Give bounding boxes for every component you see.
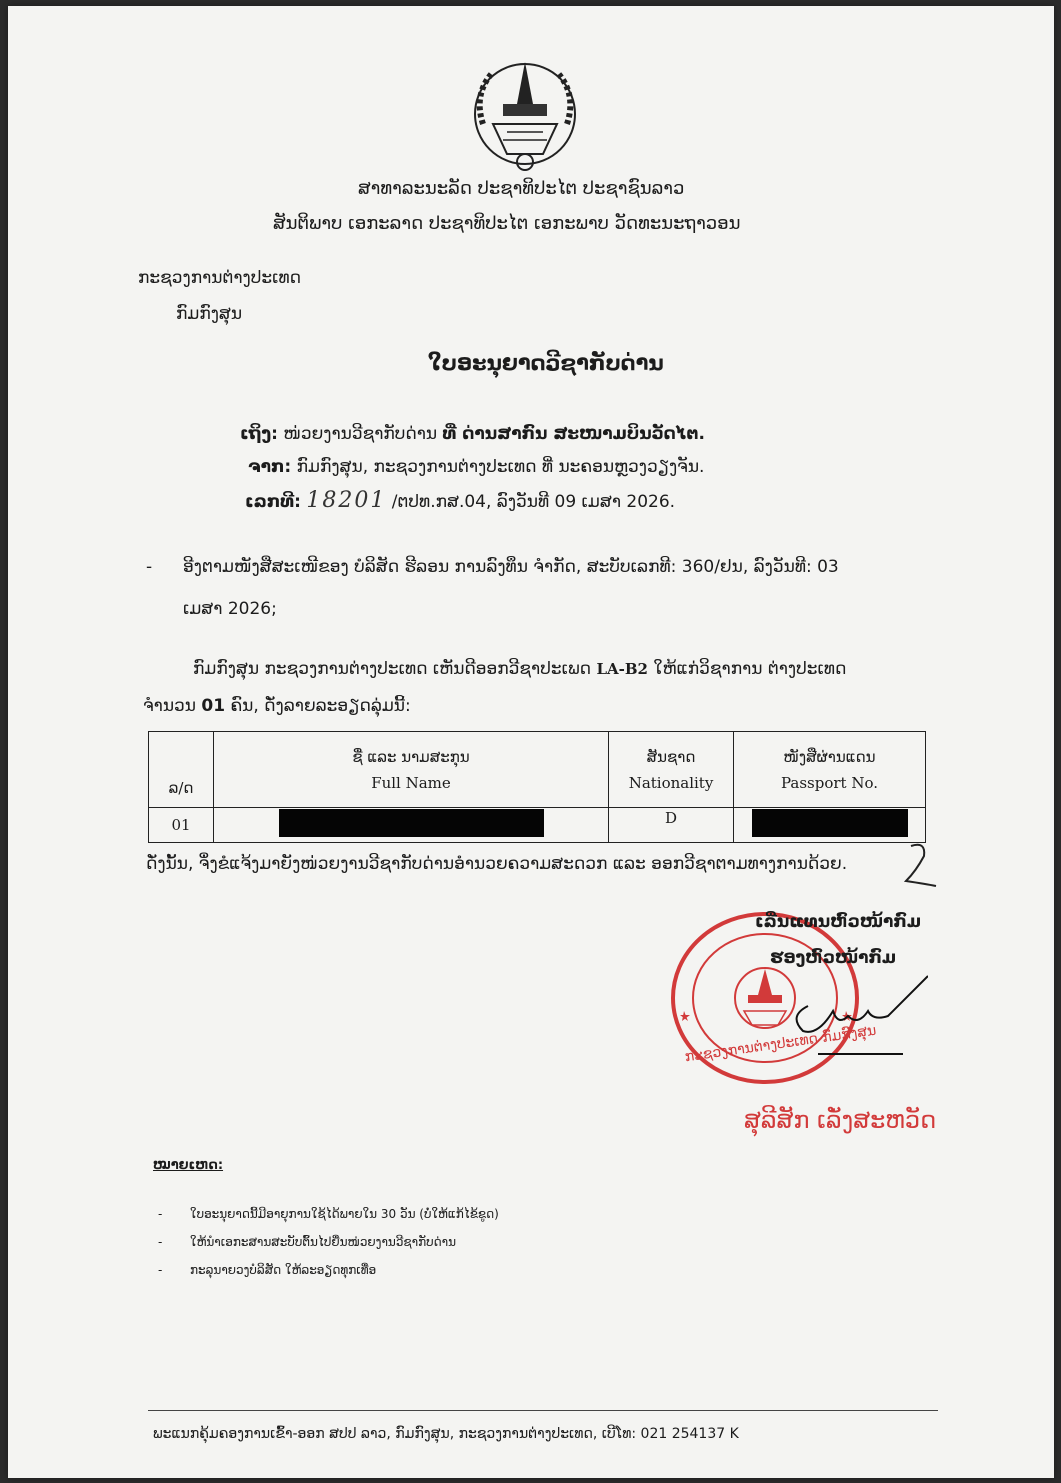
note-bullet: - <box>158 1263 163 1277</box>
approval-paragraph-line2 <box>143 696 411 716</box>
reference-label: ເລກທີ: <box>245 492 301 512</box>
signature-title-line2: ຮອງຫົວໜ້າກົມ <box>770 948 897 968</box>
note-item-2: ໃຫ້ນຳເອກະສານສະບັບຕົ້ນໄປຍື່ນໜ່ວຍງານວີຊາກັບດ່ານ <box>190 1235 457 1249</box>
redacted-name <box>279 809 544 837</box>
document-title: ໃບອະນຸຍາດວີຊາກັບດ່ານ <box>428 351 664 375</box>
note-item-3: ກະລຸນາຍວງບໍລິສັດ ໃຫ້ລະອຽດທຸກເທື່ອ <box>190 1263 377 1277</box>
row-number: 01 <box>149 808 214 843</box>
person-count: 01 <box>201 696 226 716</box>
table-row <box>149 808 926 843</box>
document-page <box>8 6 1054 1478</box>
reference-value: /ຕປທ.ກສ.04, ລົງວັນທີ 09 ເມສາ 2026. <box>391 492 676 512</box>
from-value: ກົມກົງສຸນ, ກະຊວງການຕ່າງປະເທດ ທີ່ ນະຄອນຫຼວງວຽງຈັນ. <box>296 457 705 477</box>
col-header-number: ລ/ດ <box>149 732 214 808</box>
col-header-passport: ໜັງສືຜ່ານແດນ Passport No. <box>734 732 926 808</box>
to-value: ໜ່ວຍງານວີຊາກັບດ່ານ <box>283 424 438 444</box>
redacted-passport <box>752 809 908 837</box>
row-nationality: D <box>609 808 734 843</box>
notes-heading: ໝາຍເຫດ: <box>153 1158 224 1173</box>
footer-divider <box>148 1410 938 1411</box>
basis-paragraph-line1: ອີງຕາມໜັງສືສະເໜີຂອງ ບໍລິສັດ ຮີລອນ ການລົງທຶນ ຈຳກັດ, ສະບັບເລກທີ: 360/ຢນ, ລົງວັນທີ: 03 <box>183 557 839 577</box>
closing-paragraph: ດັ່ງນັ້ນ, ຈຶ່ງຂໍແຈ້ງມາຍັງໜ່ວຍງານວີຊາກັບດ່ານອຳນວຍຄວາມສະດວກ ແລະ ອອກວີຊາຕາມທາງການດ້ວຍ. <box>146 854 848 874</box>
from-line <box>248 457 704 477</box>
reference-line <box>245 488 675 513</box>
visa-holder-table <box>148 731 926 843</box>
note-item-1: ໃບອະນຸຍາດນີ້ມີອາຍຸການໃຊ້ໄດ້ພາຍໃນ 30 ວັນ (ບໍ່ໃຫ້ແກ້ໄຂ້ຂູດ) <box>190 1207 499 1221</box>
approval-text-b: ໃຫ້ແກ່ວິຊາການ ຕ່າງປະເທດ <box>647 659 847 679</box>
signatory-name: ສຸລີສັກ ເລັ່ງສະຫວັດ <box>744 1106 937 1134</box>
reference-number-handwritten: 18201 <box>306 488 387 513</box>
approval-paragraph-line1 <box>193 659 846 679</box>
national-motto: ສັນຕິພາບ ເອກະລາດ ປະຊາທິປະໄຕ ເອກະພາບ ວັດທະນະຖາວອນ <box>273 213 741 234</box>
col-header-nationality: ສັນຊາດ Nationality <box>609 732 734 808</box>
issuer-ministry: ກະຊວງການຕ່າງປະເທດ <box>138 268 302 288</box>
to-label: ເຖິງ: <box>240 424 278 444</box>
approval-text-c: ຈຳນວນ <box>143 696 202 716</box>
initial-mark-icon <box>896 836 946 896</box>
bullet-mark: - <box>146 557 153 577</box>
national-emblem-icon <box>463 54 588 176</box>
table-header-row <box>149 732 926 808</box>
note-bullet: - <box>158 1235 163 1249</box>
issuer-department: ກົມກົງສຸນ <box>176 304 243 324</box>
basis-paragraph-line2: ເມສາ 2026; <box>183 599 277 619</box>
to-line <box>240 424 705 444</box>
footer-contact: ພະແນກຄຸ້ມຄອງການເຂົ້າ-ອອກ ສປປ ລາວ, ກົມກົງສຸນ, ກະຊວງການຕ່າງປະເທດ, ເບີໂທ: 021 254137 K <box>153 1426 739 1442</box>
row-full-name <box>214 808 609 843</box>
approval-text-d: ຄົນ, ດັ່ງລາຍລະອຽດລຸ່ມນີ້: <box>225 696 411 716</box>
republic-heading: ສາທາລະນະລັດ ປະຊາທິປະໄຕ ປະຊາຊົນລາວ <box>358 178 685 199</box>
from-label: ຈາກ: <box>248 457 292 477</box>
note-bullet: - <box>158 1207 163 1221</box>
stamp-text: ກະຊວງການຕ່າງປະເທດ ກົມກົງສຸນ <box>683 1022 878 1066</box>
handwritten-signature-icon <box>778 966 928 1066</box>
approval-text-a: ກົມກົງສຸນ ກະຊວງການຕ່າງປະເທດ ເຫັນດີອອກວີຊາປະເພດ <box>193 659 597 679</box>
visa-type: LA-B2 <box>596 660 648 678</box>
signature-title-line1: ເລີ່ນແທນຫົວໜ້າກົມ <box>755 912 922 932</box>
col-header-name: ຊື່ ແລະ ນາມສະກຸນ Full Name <box>214 732 609 808</box>
to-destination: ທີ່ ດ່ານສາກົນ ສະໜາມບິນວັດໄຕ. <box>442 424 705 444</box>
